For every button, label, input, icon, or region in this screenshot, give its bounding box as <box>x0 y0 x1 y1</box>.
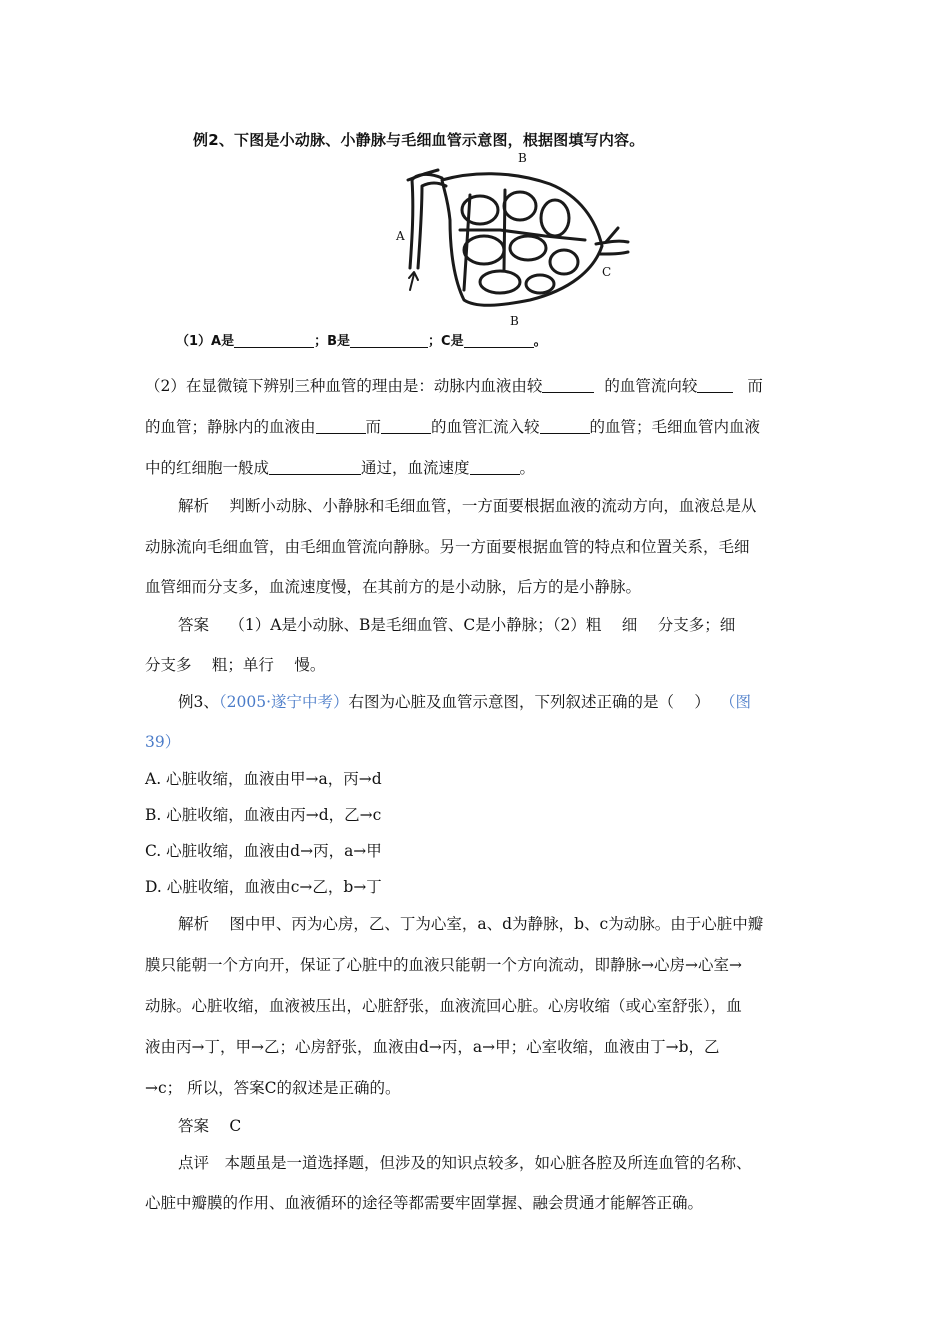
option-c: C. 心脏收缩，血液由d→丙，a→甲 <box>145 842 382 860</box>
analysis-2-line-2: 动脉流向毛细血管，由毛细血管流向静脉。另一方面要根据血管的特点和位置关系，毛细 <box>145 538 750 556</box>
analysis-3-line-4: 液由丙→丁，甲→乙；心房舒张，血液由d→丙，a→甲；心室收缩，血液由丁→b，乙 <box>145 1038 720 1056</box>
figure-caption: 例2、下图是小动脉、小静脉与毛细血管示意图，根据图填写内容。 <box>193 131 645 149</box>
figure-ref-continued: 39） <box>145 733 181 751</box>
label-a: A <box>396 229 405 243</box>
blood-vessel-diagram <box>380 150 630 330</box>
blank-q2-5[interactable] <box>540 419 590 434</box>
option-b: B. 心脏收缩，血液由丙→d，乙→c <box>145 806 382 824</box>
option-a: A. 心脏收缩，血液由甲→a，丙→d <box>145 770 382 788</box>
option-d: D. 心脏收缩，血液由c→乙，b→丁 <box>145 878 382 896</box>
blank-b[interactable] <box>350 333 428 348</box>
analysis-3-line-1: 解析 图中甲、丙为心房，乙、丁为心室，a、d为静脉，b、c为动脉。由于心脏中瓣 <box>178 915 764 933</box>
blank-c[interactable] <box>464 333 534 348</box>
analysis-3-line-2: 膜只能朝一个方向开，保证了心脏中的血液只能朝一个方向流动，即静脉→心房→心室→ <box>145 956 742 974</box>
analysis-3-line-3: 动脉。心脏收缩，血液被压出，心脏舒张，血液流回心脏。心房收缩（或心室舒张），血 <box>145 997 742 1015</box>
source-link[interactable]: （2005·遂宁中考） <box>218 693 349 711</box>
blank-a[interactable] <box>234 333 314 348</box>
blank-q2-4[interactable] <box>381 419 431 434</box>
answer-3: 答案 C <box>178 1117 242 1135</box>
question-1: （1）A是 ；B是 ；C是 。 <box>176 334 547 349</box>
question-2-line-3: 中的红细胞一般成 通过，血流速度 。 <box>145 459 536 477</box>
comment-line-2: 心脏中瓣膜的作用、血液循环的途径等都需要牢固掌握、融会贯通才能解答正确。 <box>145 1194 704 1212</box>
label-c: C <box>602 265 612 279</box>
question-2-line-2: 的血管；静脉内的血液由 而 的血管汇流入较 的血管；毛细血管内血液 <box>145 418 761 436</box>
analysis-2-line-1: 解析 判断小动脉、小静脉和毛细血管，一方面要根据血液的流动方向，血液总是从 <box>178 497 757 515</box>
blank-q2-7[interactable] <box>470 460 520 475</box>
blank-q2-3[interactable] <box>316 419 366 434</box>
analysis-2-line-3: 血管细而分支多，血流速度慢，在其前方的是小动脉，后方的是小静脉。 <box>145 578 642 596</box>
label-b-bottom: B <box>510 314 519 328</box>
blank-q2-2[interactable] <box>697 378 733 393</box>
answer-2-line-2: 分支多 粗；单行 慢。 <box>145 656 326 674</box>
example-3-question: 例3、（2005·遂宁中考）右图为心脏及血管示意图，下列叙述正确的是（ ） （图 <box>178 693 751 711</box>
comment-line-1: 点评 本题虽是一道选择题，但涉及的知识点较多，如心脏各腔及所连血管的名称、 <box>178 1154 752 1172</box>
question-2-line-1: （2）在显微镜下辨别三种血管的理由是：动脉内血液由较 的血管流向较 而 <box>145 377 763 395</box>
blank-q2-6[interactable] <box>269 460 361 475</box>
analysis-3-line-5: →c； 所以，答案C的叙述是正确的。 <box>145 1079 401 1097</box>
arteriole-vessel <box>410 174 442 268</box>
figure-ref-link[interactable]: （图 <box>719 693 751 711</box>
label-b-top: B <box>518 151 527 165</box>
answer-2-line-1: 答案 （1）A是小动脉、B是毛细血管、C是小静脉；（2）粗 细 分支多；细 <box>178 616 736 634</box>
blank-q2-1[interactable] <box>542 378 594 393</box>
